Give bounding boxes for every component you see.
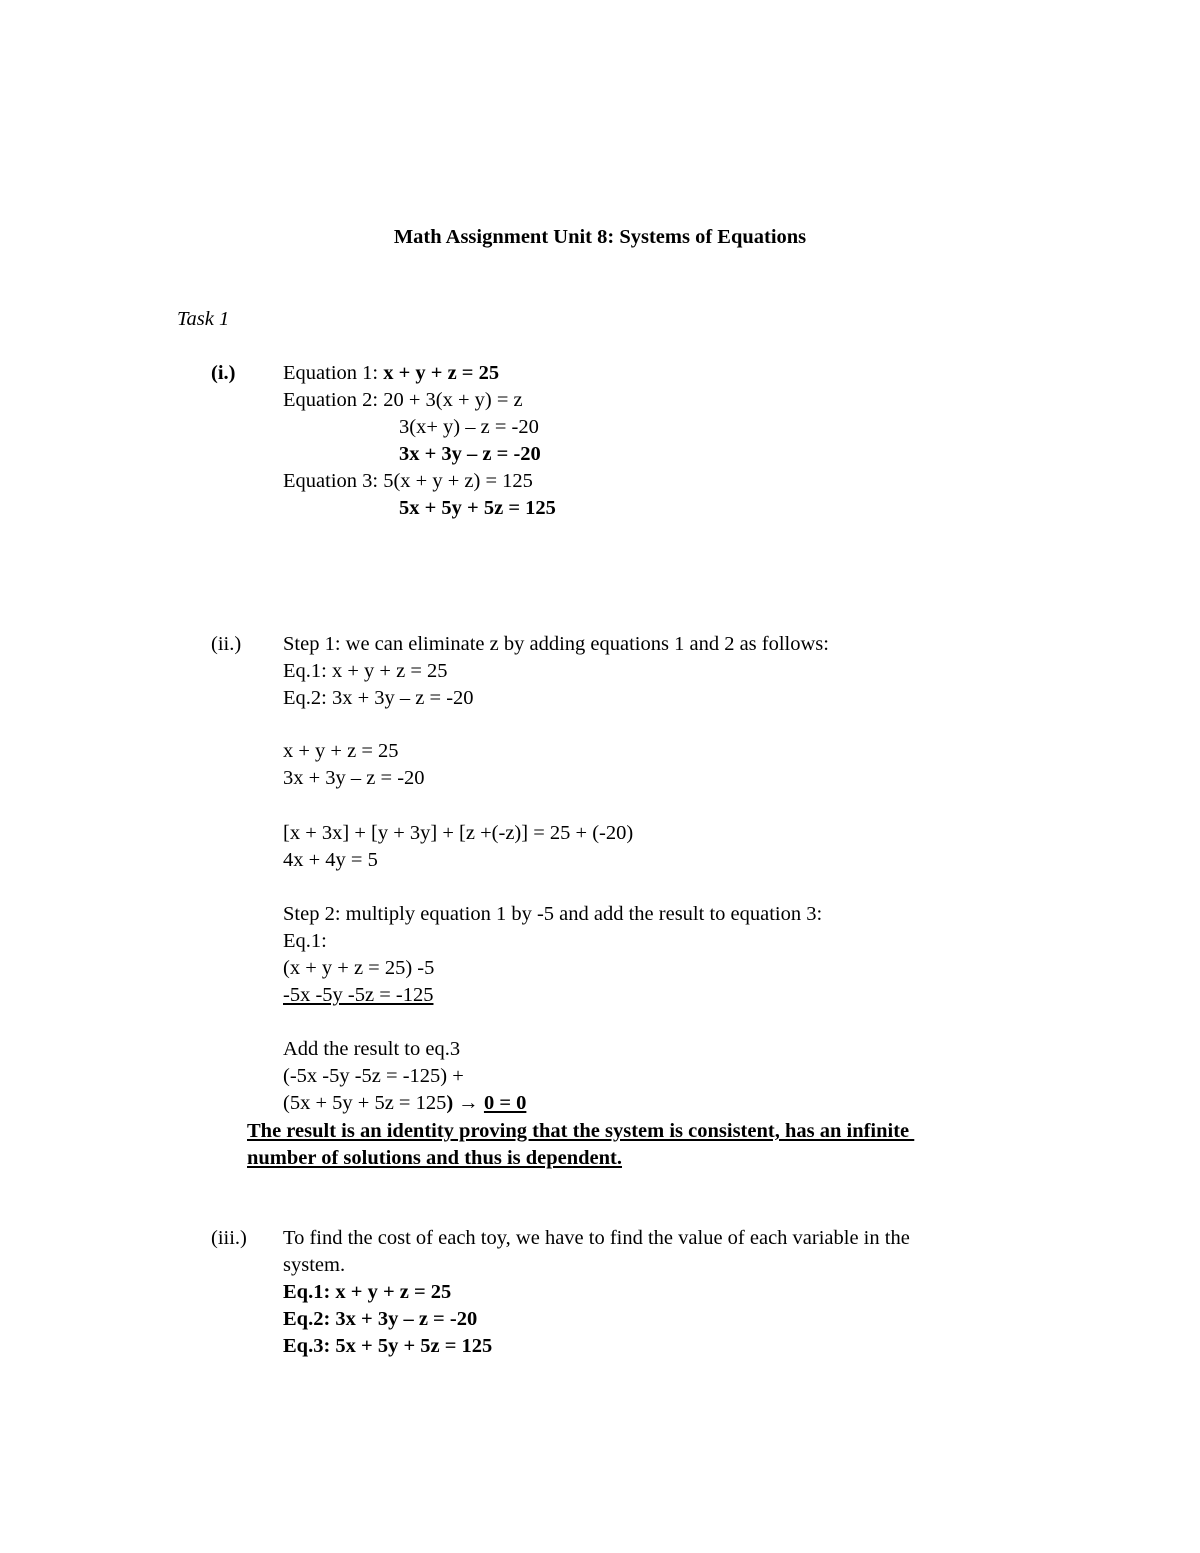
- part-ii-eq1: Eq.1: x + y + z = 25: [283, 660, 448, 682]
- part-ii-add-line2-prefix: (5x + 5y + 5z = 125: [283, 1092, 447, 1114]
- part-iii-intro-line2: system.: [283, 1254, 346, 1276]
- part-iii-eq2: Eq.2: 3x + 3y – z = -20: [283, 1308, 478, 1330]
- part-i-eq2: Equation 2: 20 + 3(x + y) = z: [283, 389, 523, 411]
- part-i-eq2-step: 3(x+ y) – z = -20: [399, 416, 539, 438]
- part-i-eq1-body: x + y + z = 25: [383, 362, 500, 384]
- part-ii-conclusion-line2: number of solutions and thus is dependent.: [247, 1147, 622, 1169]
- part-ii-add-line2: [283, 1090, 526, 1117]
- part-ii-conclusion-line1: The result is an identity proving that the system is consistent, has an infinite: [247, 1120, 915, 1142]
- part-i-eq3: Equation 3: 5(x + y + z) = 125: [283, 470, 533, 492]
- part-ii-eq2: Eq.2: 3x + 3y – z = -20: [283, 687, 474, 709]
- task-label: Task 1: [177, 308, 230, 330]
- part-ii-combined: [x + 3x] + [y + 3y] + [z +(-z)] = 25 + (-20): [283, 822, 634, 844]
- part-iii-eq1: Eq.1: x + y + z = 25: [283, 1281, 452, 1303]
- page-title: Math Assignment Unit 8: Systems of Equations: [393, 226, 807, 248]
- part-ii-add-line1: (-5x -5y -5z = -125) +: [283, 1065, 464, 1087]
- part-ii-sum-line1: x + y + z = 25: [283, 740, 399, 762]
- part-ii-step2: Step 2: multiply equation 1 by -5 and add the result to equation 3:: [283, 903, 823, 925]
- part-ii-add-line2-result: 0 = 0: [483, 1092, 527, 1114]
- part-iii-intro-line1: To find the cost of each toy, we have to find the value of each variable in the: [283, 1227, 910, 1249]
- part-ii-step2-mult: (x + y + z = 25) -5: [283, 957, 435, 979]
- part-ii-add-result: Add the result to eq.3: [283, 1038, 461, 1060]
- part-i-eq1-prefix: Equation 1:: [283, 362, 384, 384]
- part-ii-add-line2-arrow: ) →: [446, 1092, 484, 1114]
- part-ii-sum-line2: 3x + 3y – z = -20: [283, 767, 425, 789]
- part-iii-eq3: Eq.3: 5x + 5y + 5z = 125: [283, 1335, 493, 1357]
- part-ii-step2-eq1: Eq.1:: [283, 930, 327, 952]
- part-i-eq1: [283, 360, 499, 387]
- part-ii-step1: Step 1: we can eliminate z by adding equations 1 and 2 as follows:: [283, 633, 829, 655]
- part-i-eq3-result: 5x + 5y + 5z = 125: [399, 497, 556, 519]
- part-iii-label: (iii.): [211, 1227, 247, 1249]
- part-i-eq2-result: 3x + 3y – z = -20: [399, 443, 541, 465]
- part-i-label: (i.): [211, 362, 236, 384]
- part-ii-combined-result: 4x + 4y = 5: [283, 849, 378, 871]
- part-ii-label: (ii.): [211, 633, 242, 655]
- part-ii-step2-mult-result: -5x -5y -5z = -125: [283, 984, 434, 1006]
